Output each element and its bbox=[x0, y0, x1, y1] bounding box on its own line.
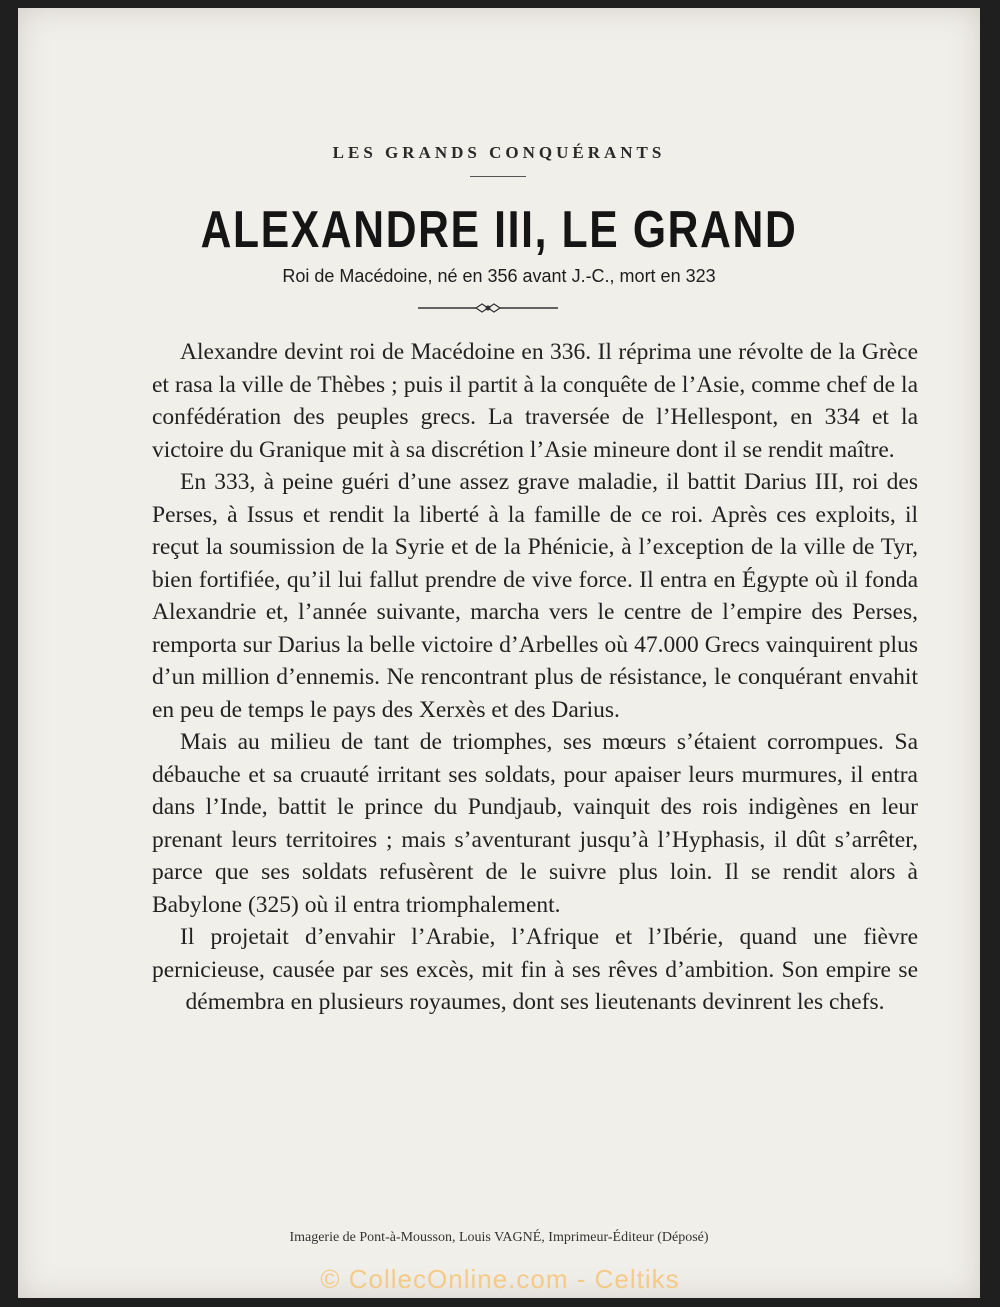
paragraph: Mais au milieu de tant de triomphes, ses mœurs s’étaient corrompues. Sa débauche et sa cruauté irritant ses soldats, pour apaiser leurs murmures, il entra dans l’Inde, battit le prince du Pundjaub, vainquit des rois indigènes en leur prenant leurs territoires ; mais s’aventurant jusqu’à l’Hyphasis, il dût s’arrêter, parce que ses soldats refusèrent de le suivre plus loin. Il se rendit alors à Babylone (325) où il entra triomphalement. bbox=[152, 729, 918, 918]
imprint-line: Imagerie de Pont-à-Mousson, Louis VAGNÉ, Imprimeur-Éditeur (Déposé) bbox=[289, 1230, 709, 1245]
watermark: © CollecOnline.com - Celtiks bbox=[320, 1264, 680, 1294]
paragraph: En 333, à peine guéri d’une assez grave maladie, il battit Darius III, roi des Perses, à Issus et rendit la liberté à la famille de ce roi. Après ces exploits, il reçut la soumission de la Syrie et de la Phénicie, à l’exception de la ville de Tyr, bien fortifiée, qu’il lui fallut prendre de vive force. Il entra en Égypte où il fonda Alexandrie et, l’année suivante, marcha vers le centre de l’empire des Perses, remporta sur Darius la belle victoire d’Arbelles où 47.000 Grecs vainquirent plus d’un million d’ennemis. Ne rencontrant plus de résistance, le conquérant envahit en peu de temps le pays des Xerxès et des Darius. bbox=[152, 469, 918, 723]
fleuron-ornament bbox=[418, 298, 558, 318]
series-heading: LES GRANDS CONQUÉRANTS bbox=[332, 143, 666, 162]
document-page bbox=[18, 8, 980, 1298]
series-rule bbox=[470, 176, 526, 177]
page-subtitle: Roi de Macédoine, né en 356 avant J.-C., mort en 323 bbox=[282, 266, 716, 286]
paragraph: Alexandre devint roi de Macédoine en 336. Il réprima une révolte de la Grèce et rasa la ville de Thèbes ; puis il partit à la conquête de l’Asie, comme chef de la confédération des peuples grecs. La traversée de l’Hellespont, en 334 et la victoire du Granique mit à sa discrétion l’Asie mineure dont il se rendit maître. bbox=[152, 339, 918, 463]
paragraph: Il projetait d’envahir l’Arabie, l’Afrique et l’Ibérie, quand une fièvre pernicieuse, causée par ses excès, mit fin à ses rêves d’ambition. Son empire se démembra en plusieurs royaumes, dont ses lieutenants devinrent les chefs. bbox=[152, 924, 918, 1015]
page-title: ALEXANDRE III, LE GRAND bbox=[200, 201, 798, 259]
body-text bbox=[152, 336, 918, 1019]
